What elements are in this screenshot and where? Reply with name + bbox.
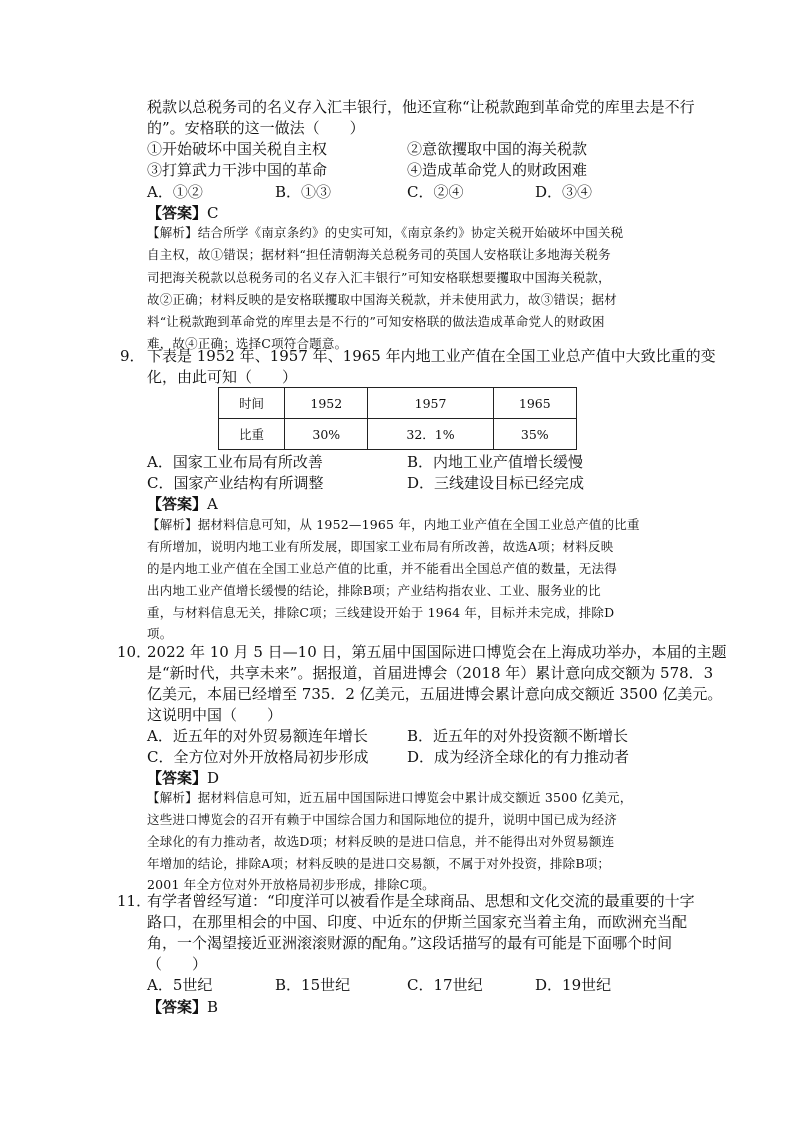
q8-analysis-line-5: 料“让税款跑到革命党的库里去是不行的”可知安格联的做法造成革命党人的财政困: [147, 314, 605, 329]
q10-option-d: D．成为经济全球化的有力推动者: [407, 748, 630, 766]
q9-answer: [147, 494, 218, 514]
q9-stem-line-2: 化，由此可知（ ）: [147, 368, 298, 386]
q10-stem-line-2: 是“新时代，共享未来”。据报道，首届进博会（2018 年）累计意向成交额为 578．3: [147, 664, 714, 682]
table-cell: 35%: [493, 419, 576, 450]
q10-analysis-line-1: 【解析】据材料信息可知，近五届中国国际进口博览会中累计成交额近 3500 亿美元，: [147, 790, 633, 805]
q8-option-d: D．③④: [535, 183, 593, 201]
table-cell: 32．1%: [368, 419, 493, 450]
q8-statement-4: ④造成革命党人的财政困难: [407, 161, 588, 179]
q10-option-a: A．近五年的对外贸易额连年增长: [147, 727, 368, 745]
q10-analysis-line-4: 年增加的结论，排除A项；材料反映的是进口交易额，不属于对外投资，排除B项；: [147, 856, 611, 871]
q10-option-c: C．全方位对外开放格局初步形成: [147, 748, 369, 766]
q9-analysis-line-4: 出内地工业产值增长缓慢的结论，排除B项；产业结构指农业、工业、服务业的比: [147, 583, 601, 598]
q10-stem-line-4: 这说明中国（ ）: [147, 706, 283, 724]
table-row: [219, 388, 577, 419]
q9-option-a: A．国家工业布局有所改善: [147, 453, 323, 471]
q8-answer-value: C: [207, 204, 219, 222]
q9-answer-value: A: [207, 495, 218, 513]
q8-statement-2: ②意欲攫取中国的海关税款: [407, 140, 588, 158]
q9-option-d: D．三线建设目标已经完成: [407, 474, 585, 492]
q8-statement-3: ③打算武力干涉中国的革命: [147, 161, 328, 179]
q9-stem-line-1: 下表是 1952 年、1957 年、1965 年内地工业产值在全国工业总产值中大致比重的变: [147, 347, 716, 365]
table-cell: 比重: [219, 419, 285, 450]
table-header-cell: 时间: [219, 388, 285, 419]
q9-analysis-line-6: 项。: [147, 626, 173, 641]
q9-analysis-line-1: 【解析】据材料信息可知，从 1952—1965 年，内地工业产值在全国工业总产值的比重: [147, 517, 640, 532]
q11-stem-line-3: 角，一个渴望接近亚洲滚滚财源的配角。”这段话描写的最有可能是下面哪个时间: [147, 934, 673, 952]
table-row: [219, 419, 577, 450]
q11-option-d: D．19世纪: [535, 976, 612, 994]
q11-stem-line-2: 路口，在那里相会的中国、印度、中近东的伊斯兰国家充当着主角，而欧洲充当配: [147, 913, 688, 931]
table-header-cell: 1957: [368, 388, 493, 419]
q10-option-b: B．近五年的对外投资额不断增长: [407, 727, 629, 745]
q10-analysis-line-5: 2001 年全方位对外开放格局初步形成，排除C项。: [147, 877, 435, 892]
q8-stem-line-1: 税款以总税务司的名义存入汇丰银行，他还宣称“让税款跑到革命党的库里去是不行: [147, 98, 695, 116]
q8-analysis-line-6: 难，故④正确；选择C项符合题意。: [147, 336, 348, 351]
q8-analysis-line-4: 故②正确；材料反映的是安格联攫取中国海关税款，并未使用武力，故③错误；据材: [147, 292, 617, 307]
q9-data-table: [218, 387, 577, 450]
q11-option-a: A．5世纪: [147, 976, 213, 994]
q9-answer-label: 【答案】: [147, 495, 208, 513]
q11-number: 11．: [117, 892, 152, 910]
table-header-cell: 1965: [493, 388, 576, 419]
q9-option-c: C．国家产业结构有所调整: [147, 474, 324, 492]
q10-answer-value: D: [207, 769, 220, 787]
q11-answer-label: 【答案】: [147, 998, 208, 1016]
q11-answer-value: B: [207, 998, 219, 1016]
q8-option-b: B．①③: [275, 183, 332, 201]
q10-analysis-line-2: 这些进口博览会的召开有赖于中国综合国力和国际地位的提升，说明中国已成为经济: [147, 812, 617, 827]
q11-stem-line-1: 有学者曾经写道：“印度洋可以被看作是全球商品、思想和文化交流的最重要的十字: [147, 892, 695, 910]
q11-option-c: C．17世纪: [407, 976, 483, 994]
q11-stem-line-4: （ ）: [147, 955, 208, 973]
q11-option-b: B．15世纪: [275, 976, 351, 994]
q10-analysis-line-3: 全球化的有力推动者，故选D项；材料反映的是进口信息，并不能得出对外贸易额连: [147, 834, 615, 849]
q9-analysis-line-2: 有所增加，说明内地工业有所发展，即国家工业布局有所改善，故选A项；材料反映: [147, 539, 614, 554]
q10-stem-line-3: 亿美元，本届已经增至 735．2 亿美元，五届进博会累计意向成交额近 3500 亿美元。: [147, 685, 723, 703]
q8-analysis-line-1: 【解析】结合所学《南京条约》的史实可知，《南京条约》协定关税开始破坏中国关税: [147, 225, 624, 240]
q8-answer-label: 【答案】: [147, 204, 208, 222]
table-header-cell: 1952: [285, 388, 368, 419]
q8-analysis-line-2: 自主权，故①错误；据材料“担任清朝海关总税务司的英国人安格联让多地海关税务: [147, 247, 611, 262]
q8-stem-line-2: 的”。安格联的这一做法（ ）: [147, 119, 365, 137]
q9-number: 9．: [120, 347, 145, 365]
q8-option-c: C．②④: [407, 183, 464, 201]
q9-analysis-line-3: 的是内地工业产值在全国工业总产值的比重，并不能看出全国总产值的数量，无法得: [147, 561, 617, 576]
q10-answer-label: 【答案】: [147, 769, 208, 787]
q8-analysis-line-3: 司把海关税款以总税务司的名义存入汇丰银行”可知安格联想要攫取中国海关税款，: [147, 270, 611, 285]
q10-stem-line-1: 2022 年 10 月 5 日—10 日，第五届中国国际进口博览会在上海成功举办，本届的主题: [147, 643, 727, 661]
q9-option-b: B．内地工业产值增长缓慢: [407, 453, 584, 471]
q8-answer: [147, 203, 219, 223]
table-cell: 30%: [285, 419, 368, 450]
q11-answer: [147, 997, 218, 1017]
q8-statement-1: ①开始破坏中国关税自主权: [147, 140, 328, 158]
q8-option-a: A．①②: [147, 183, 203, 201]
q9-analysis-line-5: 重，与材料信息无关，排除C项；三线建设开始于 1964 年，目标并未完成，排除D: [147, 605, 615, 620]
q10-answer: [147, 768, 219, 788]
q10-number: 10．: [117, 643, 152, 661]
